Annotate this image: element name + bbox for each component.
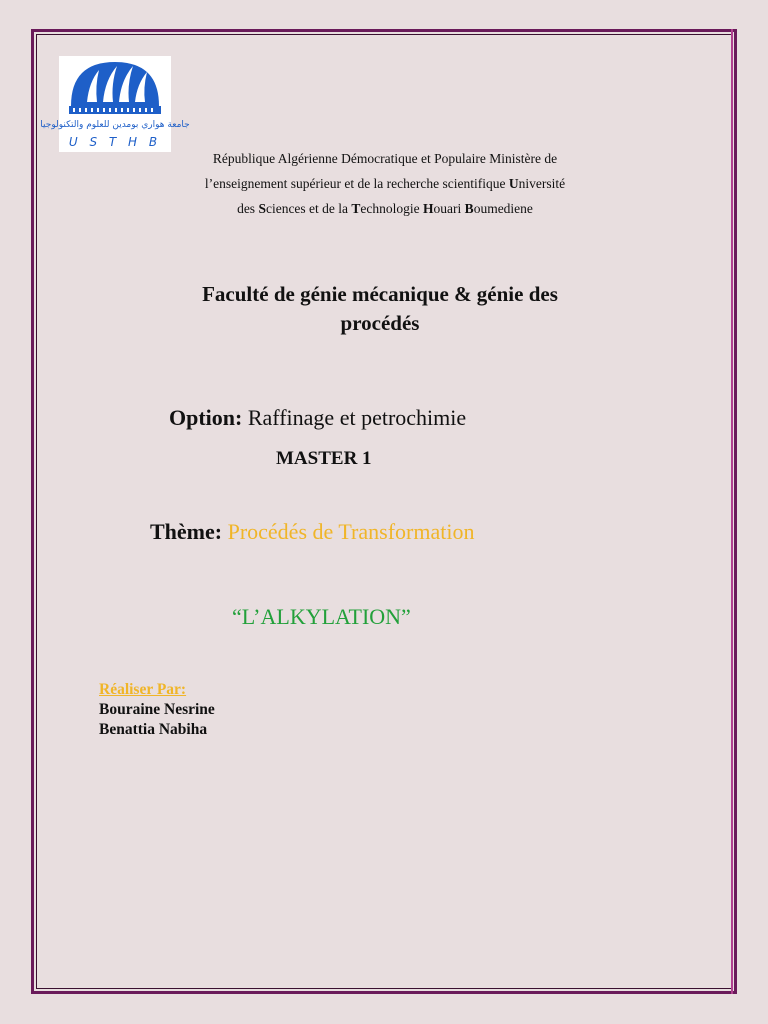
header-initial: S	[258, 201, 266, 216]
option-value: Raffinage et petrochimie	[242, 405, 467, 430]
authors-label: Réaliser Par:	[99, 681, 187, 698]
document-title: “L’ALKYLATION”	[232, 604, 411, 629]
header-initial: H	[423, 201, 434, 216]
level-label: MASTER 1	[276, 448, 372, 469]
option-line	[169, 405, 466, 431]
header-line-part: oumediene	[473, 201, 533, 216]
theme-label: Thème:	[150, 519, 223, 544]
header-initial: T	[351, 201, 361, 216]
author-name: Benattia Nabiha	[99, 721, 208, 738]
header-line-part: des	[237, 201, 259, 216]
header-line-part: echnologie	[360, 201, 424, 216]
header-line-part: l’enseignement supérieur et de la recherche scientifique	[204, 176, 509, 191]
header-line-part: ciences et de la	[265, 201, 352, 216]
authors-block	[99, 680, 215, 740]
logo-arabic-text: جامعة هواري بومدين للعلوم والتكنولوجيا	[40, 120, 190, 130]
usthb-logo	[40, 56, 190, 152]
header-line-part: République Algérienne Démocratique et Populaire Ministère de	[212, 151, 558, 166]
option-label: Option:	[169, 405, 243, 430]
theme-line	[150, 519, 474, 545]
faculty-line-2: procédés	[340, 311, 420, 335]
faculty-title	[130, 280, 630, 338]
author-name: Bouraine Nesrine	[99, 701, 215, 718]
institution-header	[150, 146, 620, 221]
faculty-line-1: Faculté de génie mécanique & génie des	[202, 282, 558, 306]
usthb-logo-graphic	[40, 56, 190, 152]
theme-value: Procédés de Transformation	[222, 519, 475, 544]
logo-acronym-text: U S T H B	[68, 135, 162, 149]
header-initial: U	[508, 176, 519, 191]
header-line-part: ouari	[433, 201, 465, 216]
header-line-part: niversité	[518, 176, 566, 191]
header-initial: B	[464, 201, 474, 216]
page-border-accent	[731, 29, 733, 994]
